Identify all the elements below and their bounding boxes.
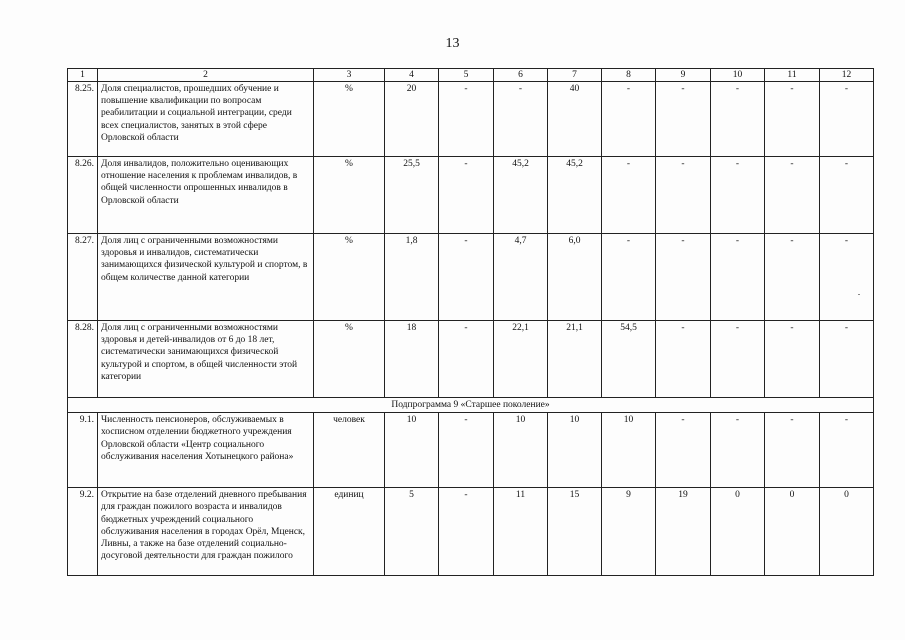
value-cell: - xyxy=(656,82,711,157)
row-number: 9.2. xyxy=(68,488,98,576)
value-cell: 19 xyxy=(656,488,711,576)
table-row xyxy=(68,321,874,398)
column-number: 12 xyxy=(820,69,874,82)
unit-cell: человек xyxy=(314,413,385,488)
row-number: 8.27. xyxy=(68,234,98,321)
table-row xyxy=(68,82,874,157)
column-numbers-row xyxy=(68,69,874,82)
value-cell: - xyxy=(602,82,656,157)
value-cell: 6,0 xyxy=(548,234,602,321)
value-cell: 22,1 xyxy=(494,321,548,398)
indicator-name: Численность пенсионеров, обслуживаемых в хосписном отделении бюджетного учреждения Орловской области «Центр социального обслуживания населения Хотынецкого района» xyxy=(98,413,314,488)
value-cell: 25,5 xyxy=(385,157,439,234)
value-cell: - xyxy=(711,234,765,321)
column-number: 10 xyxy=(711,69,765,82)
value-cell: - xyxy=(765,82,820,157)
value-cell: - xyxy=(711,413,765,488)
value-cell: - xyxy=(765,234,820,321)
value-cell: - xyxy=(711,321,765,398)
value-cell: 10 xyxy=(494,413,548,488)
value-cell: 10 xyxy=(602,413,656,488)
value-cell: - xyxy=(820,321,874,398)
unit-cell: % xyxy=(314,82,385,157)
value-cell: 5 xyxy=(385,488,439,576)
row-number: 9.1. xyxy=(68,413,98,488)
subprogram-title: Подпрограмма 9 «Старшее поколение» xyxy=(68,398,874,413)
page-number: 13 xyxy=(445,36,460,51)
column-number: 6 xyxy=(494,69,548,82)
value-cell: 45,2 xyxy=(548,157,602,234)
table-row xyxy=(68,234,874,321)
value-cell: 0 xyxy=(711,488,765,576)
value-cell: - xyxy=(656,157,711,234)
scan-speck xyxy=(858,294,860,295)
value-cell: - xyxy=(439,413,494,488)
row-number: 8.26. xyxy=(68,157,98,234)
indicator-name: Доля специалистов, прошедших обучение и повышение квалификации по вопросам реабилитации и социальной интеграции, среди всех специалистов, занятых в этой сфере Орловской области xyxy=(98,82,314,157)
value-cell: 10 xyxy=(548,413,602,488)
value-cell: - xyxy=(602,234,656,321)
value-cell: 11 xyxy=(494,488,548,576)
value-cell: - xyxy=(439,82,494,157)
column-number: 9 xyxy=(656,69,711,82)
column-number: 7 xyxy=(548,69,602,82)
unit-cell: % xyxy=(314,321,385,398)
indicator-table xyxy=(67,68,874,576)
column-number: 8 xyxy=(602,69,656,82)
value-cell: - xyxy=(439,157,494,234)
unit-cell: % xyxy=(314,234,385,321)
indicator-name: Доля лиц с ограниченными возможностями здоровья и детей-инвалидов от 6 до 18 лет, систематически занимающихся физической культурой и спортом, в общей численности этой категории xyxy=(98,321,314,398)
value-cell: 54,5 xyxy=(602,321,656,398)
value-cell: 1,8 xyxy=(385,234,439,321)
value-cell: - xyxy=(820,157,874,234)
value-cell: - xyxy=(602,157,656,234)
value-cell: 0 xyxy=(820,488,874,576)
value-cell: - xyxy=(656,413,711,488)
value-cell: 20 xyxy=(385,82,439,157)
column-number: 4 xyxy=(385,69,439,82)
value-cell: 4,7 xyxy=(494,234,548,321)
table-row xyxy=(68,488,874,576)
value-cell: - xyxy=(820,413,874,488)
value-cell: - xyxy=(439,488,494,576)
value-cell: - xyxy=(765,157,820,234)
table-row xyxy=(68,413,874,488)
value-cell: 15 xyxy=(548,488,602,576)
value-cell: - xyxy=(820,82,874,157)
value-cell: 9 xyxy=(602,488,656,576)
value-cell: - xyxy=(494,82,548,157)
column-number: 1 xyxy=(68,69,98,82)
indicator-name: Доля лиц с ограниченными возможностями здоровья и инвалидов, систематически занимающихся физической культурой и спортом, в общем количестве данной категории xyxy=(98,234,314,321)
row-number: 8.25. xyxy=(68,82,98,157)
column-number: 2 xyxy=(98,69,314,82)
value-cell: - xyxy=(711,82,765,157)
column-number: 5 xyxy=(439,69,494,82)
indicator-name: Доля инвалидов, положительно оценивающих отношение населения к проблемам инвалидов, в общей численности опрошенных инвалидов в Орловской области xyxy=(98,157,314,234)
table-row xyxy=(68,157,874,234)
value-cell: 21,1 xyxy=(548,321,602,398)
value-cell: - xyxy=(765,413,820,488)
value-cell: - xyxy=(656,234,711,321)
value-cell: - xyxy=(820,234,874,321)
value-cell: - xyxy=(656,321,711,398)
unit-cell: % xyxy=(314,157,385,234)
value-cell: - xyxy=(439,234,494,321)
value-cell: 10 xyxy=(385,413,439,488)
value-cell: - xyxy=(765,321,820,398)
value-cell: 40 xyxy=(548,82,602,157)
value-cell: - xyxy=(711,157,765,234)
row-number: 8.28. xyxy=(68,321,98,398)
value-cell: - xyxy=(439,321,494,398)
subprogram-row xyxy=(68,398,874,413)
value-cell: 45,2 xyxy=(494,157,548,234)
indicator-name: Открытие на базе отделений дневного пребывания для граждан пожилого возраста и инвалидов бюджетных учреждений социального обслуживания населения в городах Орёл, Мценск, Ливны, а также на базе отделений социально-досуговой деятельности для граждан пожилого xyxy=(98,488,314,576)
column-number: 3 xyxy=(314,69,385,82)
column-number: 11 xyxy=(765,69,820,82)
unit-cell: единиц xyxy=(314,488,385,576)
value-cell: 0 xyxy=(765,488,820,576)
value-cell: 18 xyxy=(385,321,439,398)
